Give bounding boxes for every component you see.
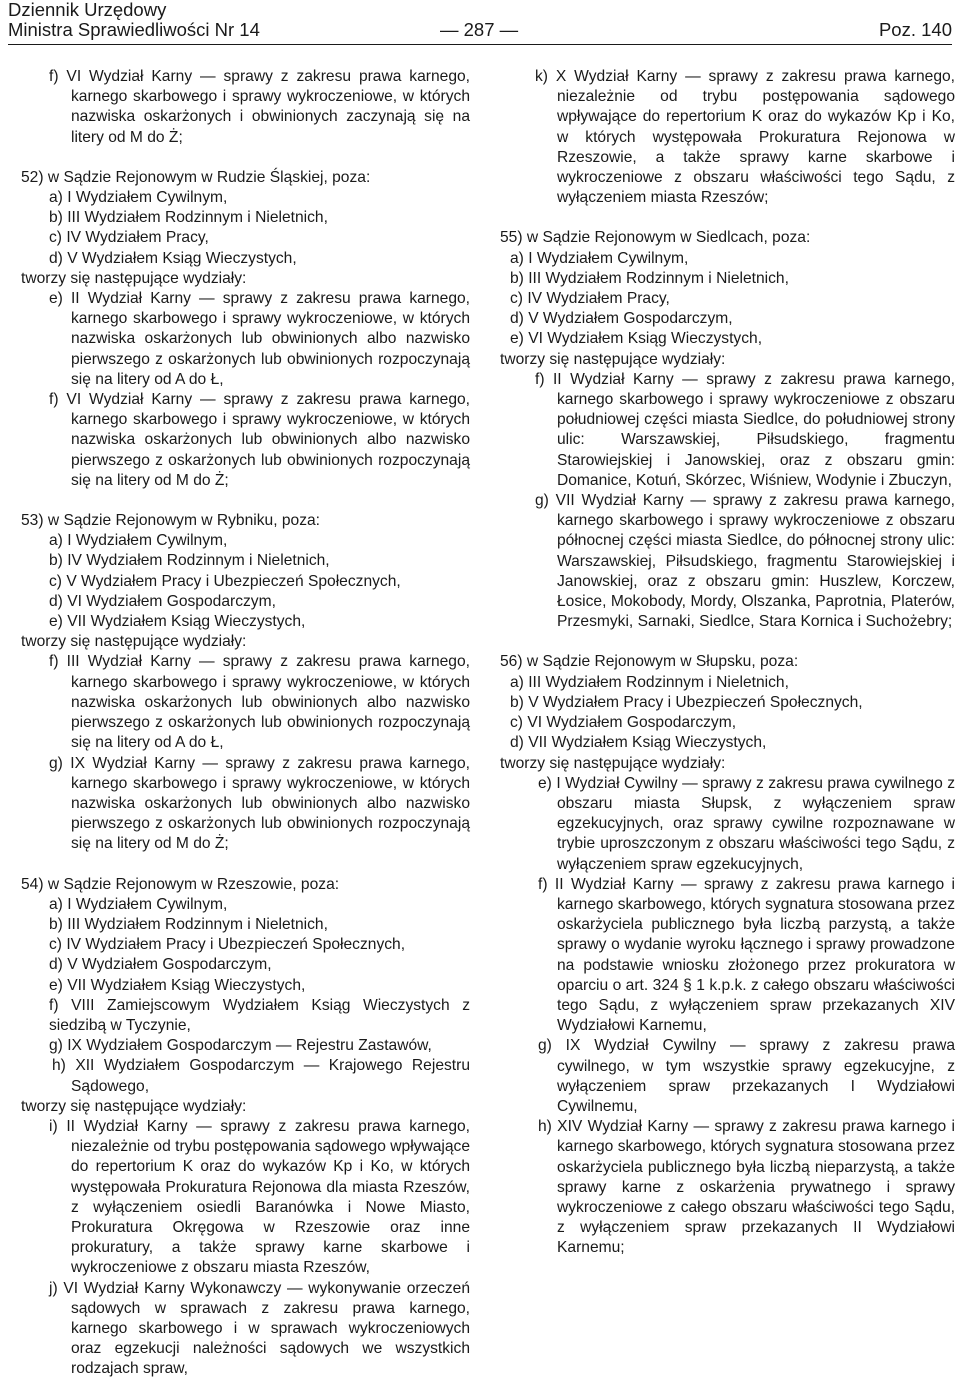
list-item: a) I Wydziałem Cywilnym, (49, 189, 228, 207)
list-item: c) VI Wydziałem Gospodarczym, (510, 714, 737, 732)
list-item: e) VI Wydziałem Ksiąg Wieczystych, (510, 330, 763, 348)
list-item: a) I Wydziałem Cywilnym, (49, 895, 228, 913)
list-item: b) IV Wydziałem Rodzinnym i Nieletnich, (49, 552, 330, 570)
list-item: i) II Wydział Karny — sprawy z zakresu prawa karnego, niezależnie od trybu postępowania sądowego wpływające do repertorium K oraz do wykazów Kp i Ko, w których występowała Prokuratura Rejonowa dla miasta Rzeszów, z wyłączeniem osiedli Baranówka i Nowe Miasto, Prokuratura Okręgowa w Rzeszowie oraz inne prokuratury, a także sprawy karne skarbowe i wykroczeniowe z obszaru miasta Rzeszów, (49, 1117, 470, 1277)
list-item: h) XII Wydziałem Gospodarczym — Krajowego Rejestru Sądowego, (52, 1057, 470, 1095)
page-header (0, 0, 960, 46)
list-item: f) VI Wydział Karny — sprawy z zakresu prawa karnego, karnego skarbowego i sprawy wykroczeniowe, w których nazwiska oskarżonych i obwinionych zaczynają się na litery od M do Ż; (49, 68, 470, 146)
list-item: c) IV Wydziałem Pracy, (510, 290, 670, 308)
list-item: b) V Wydziałem Pracy i Ubezpieczeń Społecznych, (510, 693, 863, 711)
journal-title: Dziennik Urzędowy (8, 0, 167, 20)
list-item: g) IX Wydziałem Gospodarczym — Rejestru Zastawów, (49, 1037, 432, 1055)
list-item: d) V Wydziałem Ksiąg Wieczystych, (49, 249, 297, 267)
list-item: b) III Wydziałem Rodzinnym i Nieletnich, (49, 209, 328, 227)
header-rule (8, 44, 952, 45)
list-item: b) III Wydziałem Rodzinnym i Nieletnich, (510, 269, 789, 287)
section-paragraph: tworzy się następujące wydziały: (21, 633, 247, 651)
header-left (8, 0, 260, 40)
position-number: Poz. 140 (878, 19, 952, 40)
section-paragraph: 56) w Sądzie Rejonowym w Słupsku, poza: (500, 653, 799, 671)
list-item: f) II Wydział Karny — sprawy z zakresu prawa karnego i karnego skarbowego, których sygnatura stosowana przez oskarżyciela publicznego była liczbą parzystą, a także sprawy o wydanie wyroku łącznego i sprawy prowadzone na podstawie wniosku złożonego przez prokuratora w oparciu o art. 324 § 1 k.p.k. z całego obszaru właściwości tego Sądu, z wyłączeniem spraw przekazanych XIV Wydziałowi Karnemu, (538, 875, 955, 1035)
list-item: k) X Wydział Karny — sprawy z zakresu prawa karnego, niezależnie od trybu postępowania sądowego wpływające do repertorium K oraz do wykazów Kp i Ko, w których występowała Prokuratura Rejonowa w Rzeszowie, a także sprawy karne skarbowe i wykroczeniowe z obszaru właściwości tego Sądu, z wyłączeniem miasta Rzeszów; (535, 68, 955, 207)
list-item: g) VII Wydział Karny — sprawy z zakresu prawa karnego, karnego skarbowego i sprawy wykroczeniowe z obszaru północnej części miasta Siedlce, do północnej strony ulic: Warszawskiej, Piłsudskiego, fragmentu Starowiejskiej i Janowskiej, oraz z obszaru gmin: Huszlew, Korczew, Łosice, Mokobody, Mordy, Olszanka, Paprotnia, Platerów, Przesmyki, Sarnaki, Siedlce, Stara Kornica i Suchożebry; (535, 492, 955, 631)
list-item: d) V Wydziałem Gospodarczym, (49, 956, 272, 974)
section-paragraph: tworzy się następujące wydziały: (21, 269, 247, 287)
list-item: b) III Wydziałem Rodzinnym i Nieletnich, (49, 915, 328, 933)
list-item: g) IX Wydział Cywilny — sprawy z zakresu prawa cywilnego, w tym wszystkie sprawy egzekucyjne, z wyłączeniem spraw przekazanych I Wydziałowi Cywilnemu, (538, 1037, 955, 1115)
list-item: d) V Wydziałem Gospodarczym, (510, 310, 733, 328)
page-number: — 287 — (440, 19, 519, 40)
list-item: c) V Wydziałem Pracy i Ubezpieczeń Społecznych, (49, 572, 401, 590)
section-paragraph: 55) w Sądzie Rejonowym w Siedlcach, poza: (500, 229, 811, 247)
list-item: g) IX Wydział Karny — sprawy z zakresu prawa karnego, karnego skarbowego i sprawy wykroczeniowe, w których nazwiska oskarżonych lub obwinionych albo nazwisko pierwszego z oskarżonych lub obwinionych rozpoczynają się na litery od M do Ż; (49, 754, 470, 853)
list-item: f) III Wydział Karny — sprawy z zakresu prawa karnego, karnego skarbowego i sprawy wykroczeniowe, w których nazwiska oskarżonych lub obwinionych albo nazwisko pierwszego z oskarżonych lub obwinionych rozpoczynają się na litery od A do Ł, (49, 653, 470, 752)
list-item: e) I Wydział Cywilny — sprawy z zakresu prawa cywilnego z obszaru miasta Słupsk, z wyłączeniem spraw egzekucyjnych, oraz sprawy cywilne rozpoznawane w trybie uproszczonym z obszaru właściwości tego Sądu, z wyłączeniem spraw egzekucyjnych, (538, 774, 955, 873)
ministry-issue: Ministra Sprawiedliwości Nr 14 (8, 19, 260, 40)
list-item: e) II Wydział Karny — sprawy z zakresu prawa karnego, karnego skarbowego i sprawy wykroczeniowe, w których nazwiska oskarżonych lub obwinionych albo nazwisko pierwszego z oskarżonych lub obwinionych rozpoczynają się na litery od A do Ł, (49, 290, 470, 388)
section-paragraph: 54) w Sądzie Rejonowym w Rzeszowie, poza: (21, 875, 340, 893)
list-item: d) VII Wydziałem Ksiąg Wieczystych, (510, 734, 767, 752)
list-item: f) VIII Zamiejscowym Wydziałem Ksiąg Wieczystych z siedzibą w Tyczynie, (49, 996, 470, 1034)
list-item: f) II Wydział Karny — sprawy z zakresu prawa karnego, karnego skarbowego i sprawy wykroczeniowe z obszaru południowej części miasta Siedlce, do południowej strony ulic: Warszawskiej, Piłsudskiego, fragmentu Starowiejskiej i Janowskiej, oraz z obszaru gmin: Domanice, Kotuń, Skórzec, Wiśniew, Wodynie i Zbuczyn, (535, 370, 955, 489)
list-item: j) VI Wydział Karny Wykonawczy — wykonywanie orzeczeń sądowych w sprawach z zakresu prawa karnego, karnego skarbowego i w sprawach wykroczeniowych oraz egzekucji należności sądowych we wszystkich rodzajach spraw, (49, 1279, 470, 1378)
section-paragraph: 53) w Sądzie Rejonowym w Rybniku, poza: (21, 512, 321, 530)
right-column (500, 67, 955, 1259)
list-item: a) I Wydziałem Cywilnym, (49, 532, 228, 550)
list-item: e) VII Wydziałem Ksiąg Wieczystych, (49, 976, 306, 994)
list-item: f) VI Wydział Karny — sprawy z zakresu prawa karnego, karnego skarbowego i sprawy wykroczeniowe, w których nazwiska oskarżonych lub obwinionych albo nazwisko pierwszego z oskarżonych lub obwinionych rozpoczynają się na litery od M do Ż; (49, 391, 470, 489)
section-paragraph: tworzy się następujące wydziały: (500, 754, 726, 772)
list-item: h) XIV Wydział Karny — sprawy z zakresu prawa karnego i karnego skarbowego, których sygnatura stosowana przez oskarżyciela publicznego była liczbą nieparzystą, a także sprawy karne z oskarżenia prywatnego i sprawy wykroczeniowe z całego obszaru właściwości tego Sądu, z wyłączeniem spraw przekazanych II Wydziałowi Karnemu; (538, 1118, 955, 1257)
list-item: e) VII Wydziałem Ksiąg Wieczystych, (49, 613, 306, 631)
list-item: c) IV Wydziałem Pracy i Ubezpieczeń Społecznych, (49, 936, 406, 954)
left-column (21, 67, 470, 1380)
section-paragraph: tworzy się następujące wydziały: (21, 1097, 247, 1115)
section-paragraph: tworzy się następujące wydziały: (500, 350, 726, 368)
list-item: c) IV Wydziałem Pracy, (49, 229, 209, 247)
list-item: a) I Wydziałem Cywilnym, (510, 249, 689, 267)
section-paragraph: 52) w Sądzie Rejonowym w Rudzie Śląskiej, poza: (21, 168, 371, 186)
list-item: a) III Wydziałem Rodzinnym i Nieletnich, (510, 673, 789, 691)
list-item: d) VI Wydziałem Gospodarczym, (49, 592, 276, 610)
